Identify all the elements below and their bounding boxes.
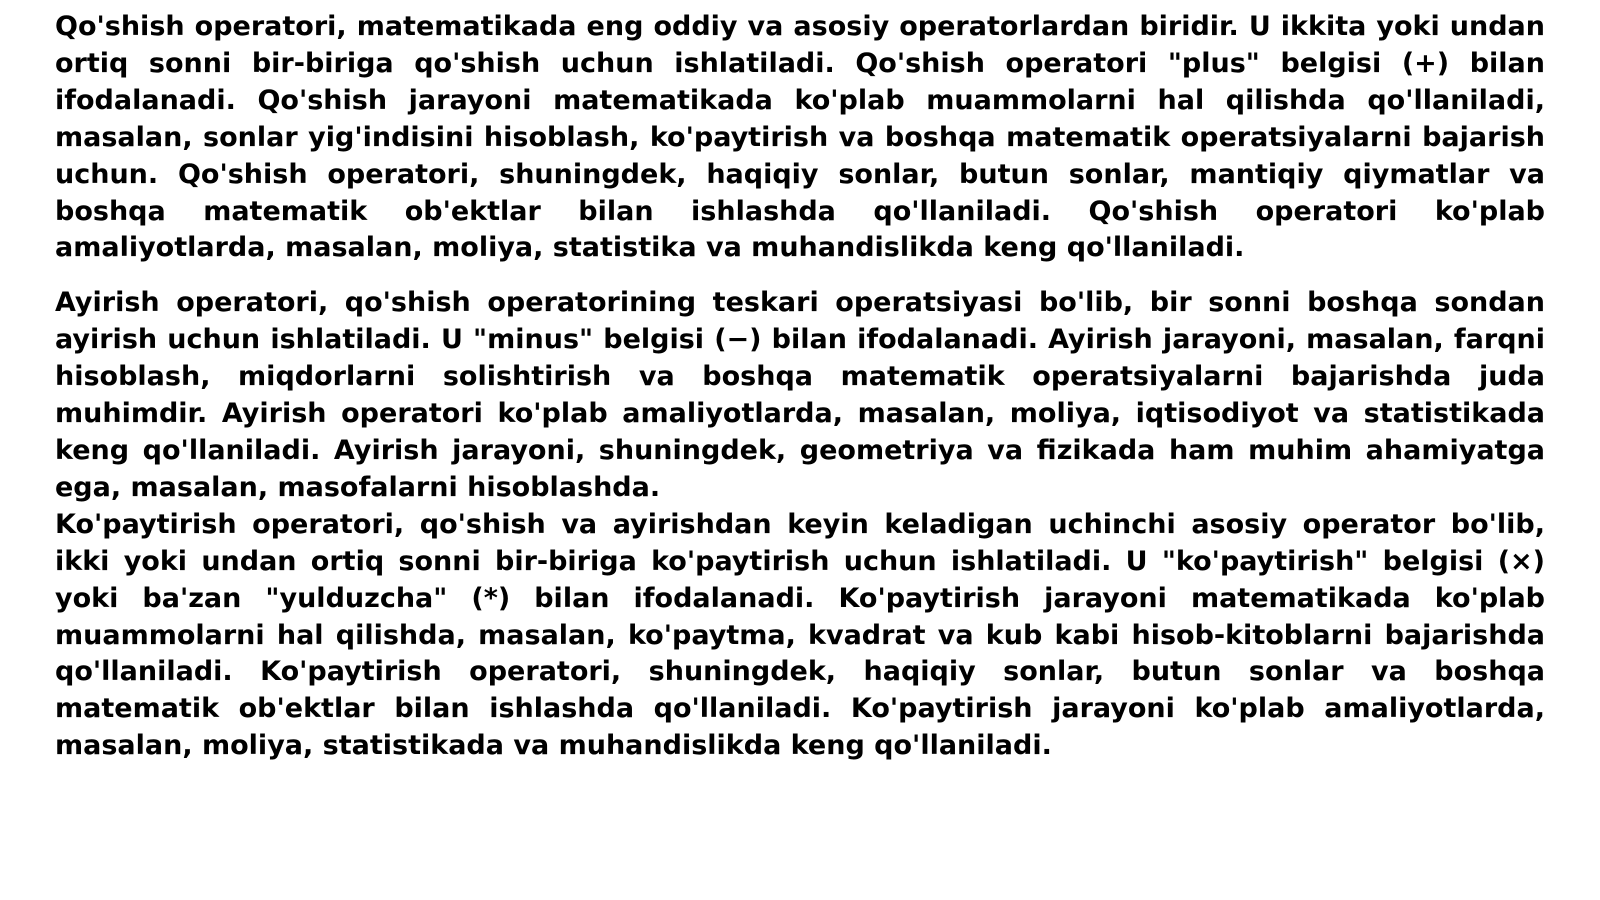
document-body [55,9,1545,765]
paragraph-subtraction: Ayirish operatori, qo'shish operatorining teskari operatsiyasi bo'lib, bir sonni boshqa sondan ayirish uchun ishlatiladi. U "minus" belgisi (−) bilan ifodalanadi. Ayirish jarayoni, masalan, farqni hisoblash, miqdorlarni solishtirish va boshqa matematik operatsiyalarni bajarishda juda muhimdir. Ayirish operatori ko'plab amaliyotlarda, masalan, moliya, iqtisodiyot va statistikada keng qo'llaniladi. Ayirish jarayoni, shuningdek, geometriya va fizikada ham muhim ahamiyatga ega, masalan, masofalarni hisoblashda. [55,287,1545,503]
paragraph-multiplication: Ko'paytirish operatori, qo'shish va ayirishdan keyin keladigan uchinchi asosiy operator bo'lib, ikki yoki undan ortiq sonni bir-biriga ko'paytirish uchun ishlatiladi. U "ko'paytirish" belgisi (×) yoki ba'zan "yulduzcha" (*) bilan ifodalanadi. Ko'paytirish jarayoni matematikada ko'plab muammolarni hal qilishda, masalan, ko'paytma, kvadrat va kub kabi hisob-kitoblarni bajarishda qo'llaniladi. Ko'paytirish operatori, shuningdek, haqiqiy sonlar, butun sonlar va boshqa matematik ob'ektlar bilan ishlashda qo'llaniladi. Ko'paytirish jarayoni ko'plab amaliyotlarda, masalan, moliya, statistikada va muhandislikda keng qo'llaniladi. [55,508,1545,762]
paragraph-addition: Qo'shish operatori, matematikada eng oddiy va asosiy operatorlardan biridir. U ikkita yoki undan ortiq sonni bir-biriga qo'shish uchun ishlatiladi. Qo'shish operatori "plus" belgisi (+) bilan ifodalanadi. Qo'shish jarayoni matematikada ko'plab muammolarni hal qilishda qo'llaniladi, masalan, sonlar yig'indisini hisoblash, ko'paytirish va boshqa matematik operatsiyalarni bajarish uchun. Qo'shish operatori, shuningdek, haqiqiy sonlar, butun sonlar, mantiqiy qiymatlar va boshqa matematik ob'ektlar bilan ishlashda qo'llaniladi. Qo'shish operatori ko'plab amaliyotlarda, masalan, moliya, statistika va muhandislikda keng qo'llaniladi. [55,11,1545,264]
